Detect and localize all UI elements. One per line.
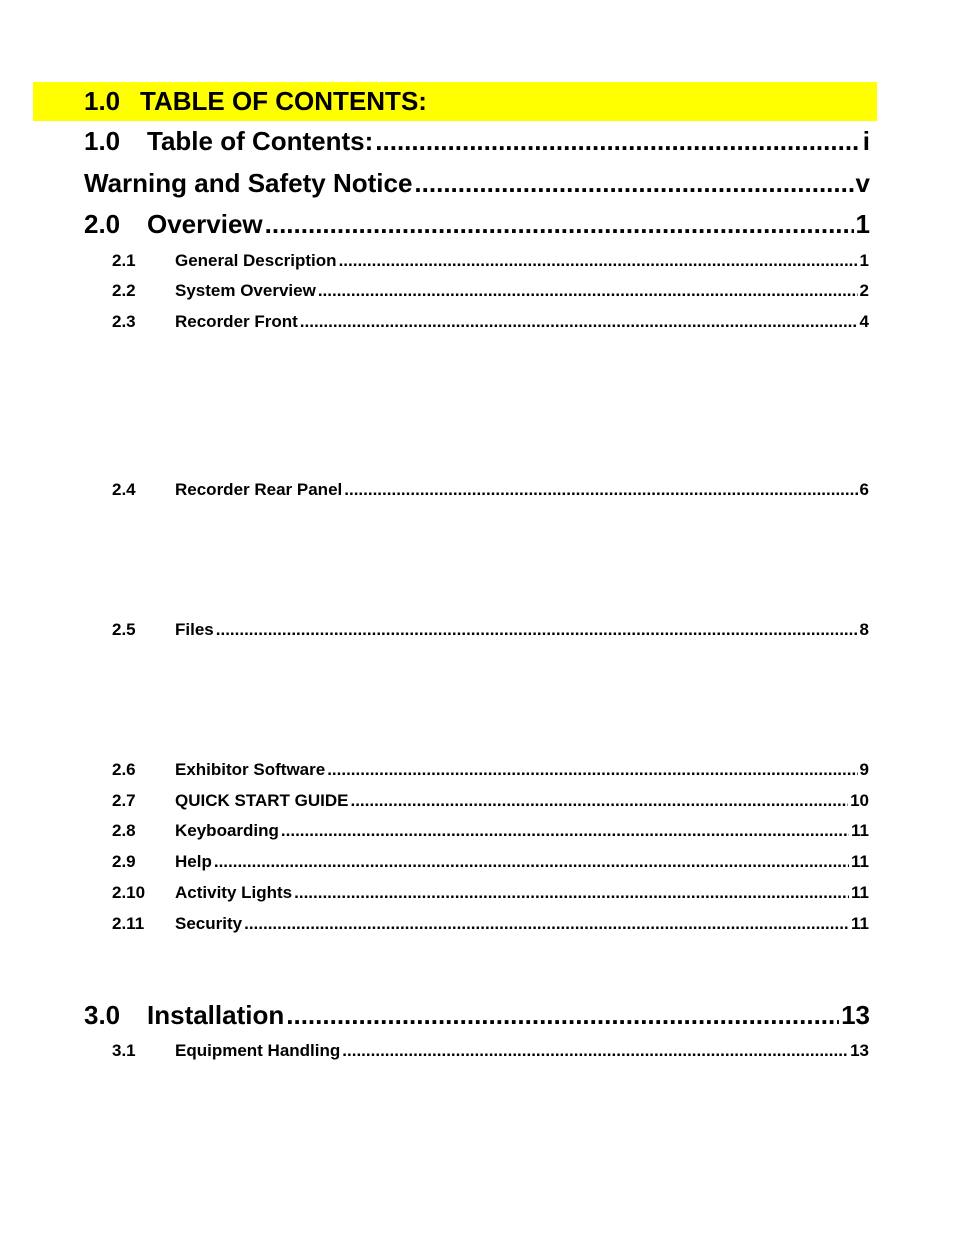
toc-entry-page: 11	[851, 883, 869, 902]
toc-entry-page: 11	[851, 852, 869, 871]
toc-entry-title: Equipment Handling	[175, 1041, 341, 1060]
toc-entry-number: 2.9	[112, 852, 136, 871]
toc-entry-security[interactable]	[112, 914, 869, 934]
toc-entry-quick-start-guide[interactable]	[112, 791, 869, 811]
toc-entry-installation[interactable]	[84, 1000, 870, 1031]
toc-entry-page: 11	[851, 914, 869, 933]
toc-entry-number: 1.0	[84, 126, 121, 156]
toc-entry-page: i	[862, 126, 870, 156]
toc-entry-recorder-rear-panel[interactable]	[112, 480, 869, 500]
toc-dot-leader	[350, 791, 848, 811]
toc-entry-number: 2.4	[112, 480, 136, 499]
toc-entry-title: General Description	[175, 251, 337, 270]
toc-entry-title: Files	[175, 620, 214, 639]
toc-entry-number: 2.10	[112, 883, 146, 902]
toc-entry-files[interactable]	[112, 620, 869, 640]
toc-entry-system-overview[interactable]	[112, 281, 869, 301]
toc-entry-number: 3.1	[112, 1041, 136, 1060]
toc-entry-page: 1	[855, 209, 870, 239]
toc-entry-number: 2.11	[112, 914, 145, 933]
toc-entry-title: Recorder Rear Panel	[175, 480, 343, 499]
toc-entry-number: 2.6	[112, 760, 136, 779]
toc-entry-warning-and-safety-notice[interactable]	[84, 168, 870, 199]
toc-entry-page: 11	[851, 821, 869, 840]
toc-dot-leader	[339, 251, 858, 271]
toc-entry-number: 2.5	[112, 620, 136, 639]
toc-entry-overview[interactable]	[84, 209, 870, 240]
toc-entry-activity-lights[interactable]	[112, 883, 869, 903]
toc-entry-number: 2.1	[112, 251, 136, 270]
toc-entry-help[interactable]	[112, 852, 869, 872]
toc-header-label: TABLE OF CONTENTS:	[140, 86, 427, 116]
toc-dot-leader	[327, 760, 857, 780]
toc-entry-title: Installation	[147, 1000, 285, 1030]
toc-entry-number: 2.8	[112, 821, 136, 840]
toc-dot-leader	[294, 883, 849, 903]
toc-entry-number: 3.0	[84, 1000, 121, 1030]
toc-header-title	[84, 82, 427, 121]
toc-entry-title: QUICK START GUIDE	[175, 791, 349, 810]
toc-entry-page: 13	[850, 1041, 869, 1060]
toc-dot-leader	[265, 209, 854, 240]
toc-entry-title: Warning and Safety Notice	[84, 168, 413, 198]
toc-entry-page: 10	[850, 791, 869, 810]
toc-entry-general-description[interactable]	[112, 251, 869, 271]
toc-entry-page: 4	[859, 312, 869, 331]
toc-entry-equipment-handling[interactable]	[112, 1041, 869, 1061]
toc-entry-title: Help	[175, 852, 212, 871]
toc-entry-page: 8	[859, 620, 869, 639]
toc-entry-page: 13	[841, 1000, 870, 1030]
toc-entry-title: Overview	[147, 209, 263, 239]
toc-dot-leader	[344, 480, 857, 500]
toc-dot-leader	[414, 168, 853, 199]
toc-entry-table-of-contents[interactable]	[84, 126, 870, 157]
toc-entry-page: 2	[859, 281, 869, 300]
toc-entry-recorder-front[interactable]	[112, 312, 869, 332]
toc-dot-leader	[375, 126, 860, 157]
toc-entry-title: System Overview	[175, 281, 316, 300]
toc-entry-title: Security	[175, 914, 243, 933]
toc-entry-page: 6	[859, 480, 869, 499]
toc-entry-title: Activity Lights	[175, 883, 293, 902]
toc-entry-page: 9	[859, 760, 869, 779]
toc-entry-title: Keyboarding	[175, 821, 279, 840]
toc-dot-leader	[244, 914, 849, 934]
toc-entry-exhibitor-software[interactable]	[112, 760, 869, 780]
toc-entry-title: Exhibitor Software	[175, 760, 326, 779]
toc-header-number: 1.0	[84, 86, 121, 116]
toc-dot-leader	[286, 1000, 839, 1031]
toc-entry-title: Recorder Front	[175, 312, 298, 331]
toc-entry-keyboarding[interactable]	[112, 821, 869, 841]
toc-entry-title: Table of Contents:	[147, 126, 374, 156]
toc-entry-page: v	[855, 168, 870, 198]
toc-entry-number: 2.3	[112, 312, 136, 331]
toc-entry-number: 2.2	[112, 281, 136, 300]
toc-entry-number: 2.0	[84, 209, 121, 239]
toc-dot-leader	[214, 852, 849, 872]
toc-dot-leader	[318, 281, 858, 301]
toc-entry-number: 2.7	[112, 791, 136, 810]
toc-dot-leader	[300, 312, 858, 332]
toc-entry-page: 1	[859, 251, 869, 270]
toc-dot-leader	[216, 620, 858, 640]
toc-dot-leader	[342, 1041, 848, 1061]
toc-dot-leader	[281, 821, 849, 841]
